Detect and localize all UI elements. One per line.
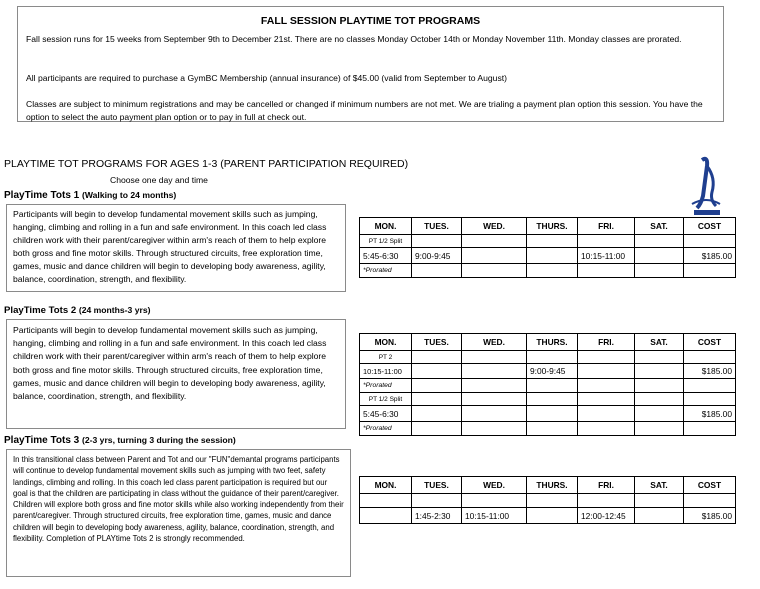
col-tue: TUES. [412, 334, 462, 351]
schedule-header [360, 218, 736, 235]
gymbc-logo [688, 156, 724, 218]
program-3-description: In this transitional class between Parent and Tot and our "FUN"demantal programs participants will continue to develop fundamental movement skills such as jumping with two feet, safety landings, climbing and rolling. In this coach led class parent participation is required but our goal is that the children are participating in class without the guidance of their parent/caregiver. Children will explore both gross and fine motor skills while also working independently from their parent/caregiver. Through structured circuits, free exploration time, games, music and dance children will begin to developing body awareness, agility, balance, coordination, strength, and flexibility. Completion of PLAYtime Tots 2 is strongly recommended. [6, 449, 351, 577]
col-thu: THURS. [527, 334, 578, 351]
program-3-title: PlayTime Tots 3 (2-3 yrs, turning 3 during the session) [4, 435, 236, 446]
program-1-description: Participants will begin to develop fundamental movement skills such as jumping, hanging, climbing and rolling in a fun and safe environment. In this coach led class children work with their parent/caregiver within arm's reach of them to help explore both gross and fine motor skills. Through structured circuits, free exploration time, games, music and dance children will begin to developing body awareness, agility, balance, coordination, strength, and flexibility. [6, 204, 346, 292]
program-2-schedule [359, 333, 736, 436]
col-wed: WED. [462, 218, 527, 235]
intro-registration: Classes are subject to minimum registrations and may be cancelled or changed if minimum numbers are not met. We are trialing a payment plan option this session. You have the option to select the auto payment plan option or to pay in full at check out. [26, 99, 703, 122]
col-cost: COST [684, 477, 736, 494]
section-subheading: Choose one day and time [110, 175, 208, 185]
table-row [360, 494, 736, 508]
col-thu: THURS. [527, 477, 578, 494]
col-sat: SAT. [635, 218, 684, 235]
table-row: PT 1/2 Split [360, 393, 736, 406]
table-row: 10:15-11:00 9:00-9:45 $185.00 [360, 364, 736, 379]
col-tue: TUES. [412, 477, 462, 494]
page-title: FALL SESSION PLAYTIME TOT PROGRAMS [260, 15, 481, 27]
col-wed: WED. [462, 334, 527, 351]
program-3-schedule [359, 476, 736, 524]
schedule-header [360, 477, 736, 494]
intro-box [17, 6, 724, 122]
program-2-title: PlayTime Tots 2 (24 months-3 yrs) [4, 305, 151, 316]
col-thu: THURS. [527, 218, 578, 235]
col-fri: FRI. [578, 477, 635, 494]
intro-membership: All participants are required to purchase a GymBC Membership (annual insurance) of $45.00 (valid from September to August) [26, 73, 508, 83]
col-cost: COST [684, 218, 736, 235]
col-mon: MON. [360, 218, 412, 235]
col-wed: WED. [462, 477, 527, 494]
col-tue: TUES. [412, 218, 462, 235]
table-row: PT 1/2 Split [360, 235, 736, 248]
schedule-header [360, 334, 736, 351]
col-mon: MON. [360, 334, 412, 351]
table-row: *Prorated [360, 379, 736, 393]
table-row: 1:45-2:30 10:15-11:00 12:00-12:45 $185.00 [360, 508, 736, 524]
gymbc-logo-icon [688, 156, 724, 218]
table-row: PT 2 [360, 351, 736, 364]
table-row: *Prorated [360, 422, 736, 436]
program-1-schedule [359, 217, 736, 278]
intro-dates: Fall session runs for 15 weeks from September 9th to December 21st. There are no classes Monday October 14th or Monday November 11th. Monday classes are prorated. [26, 34, 682, 44]
table-row: 5:45-6:30 9:00-9:45 10:15-11:00 $185.00 [360, 248, 736, 264]
col-fri: FRI. [578, 218, 635, 235]
program-2-description: Participants will begin to develop fundamental movement skills such as jumping, hanging, climbing and rolling in a fun and safe environment. In this coach led class children work with their parent/caregiver within arm's reach of them to help explore both gross and fine motor skills. Through structured circuits, free exploration time, games, music and dance children will begin to developing body awareness, agility, balance, coordination, strength, and flexibility. [6, 319, 346, 429]
col-mon: MON. [360, 477, 412, 494]
table-row: 5:45-6:30 $185.00 [360, 406, 736, 422]
program-1-title: PlayTime Tots 1 (Walking to 24 months) [4, 190, 177, 201]
col-sat: SAT. [635, 477, 684, 494]
col-fri: FRI. [578, 334, 635, 351]
section-heading: PLAYTIME TOT PROGRAMS FOR AGES 1-3 (PARENT PARTICIPATION REQUIRED) [4, 158, 409, 170]
table-row: *Prorated [360, 264, 736, 278]
col-sat: SAT. [635, 334, 684, 351]
col-cost: COST [684, 334, 736, 351]
